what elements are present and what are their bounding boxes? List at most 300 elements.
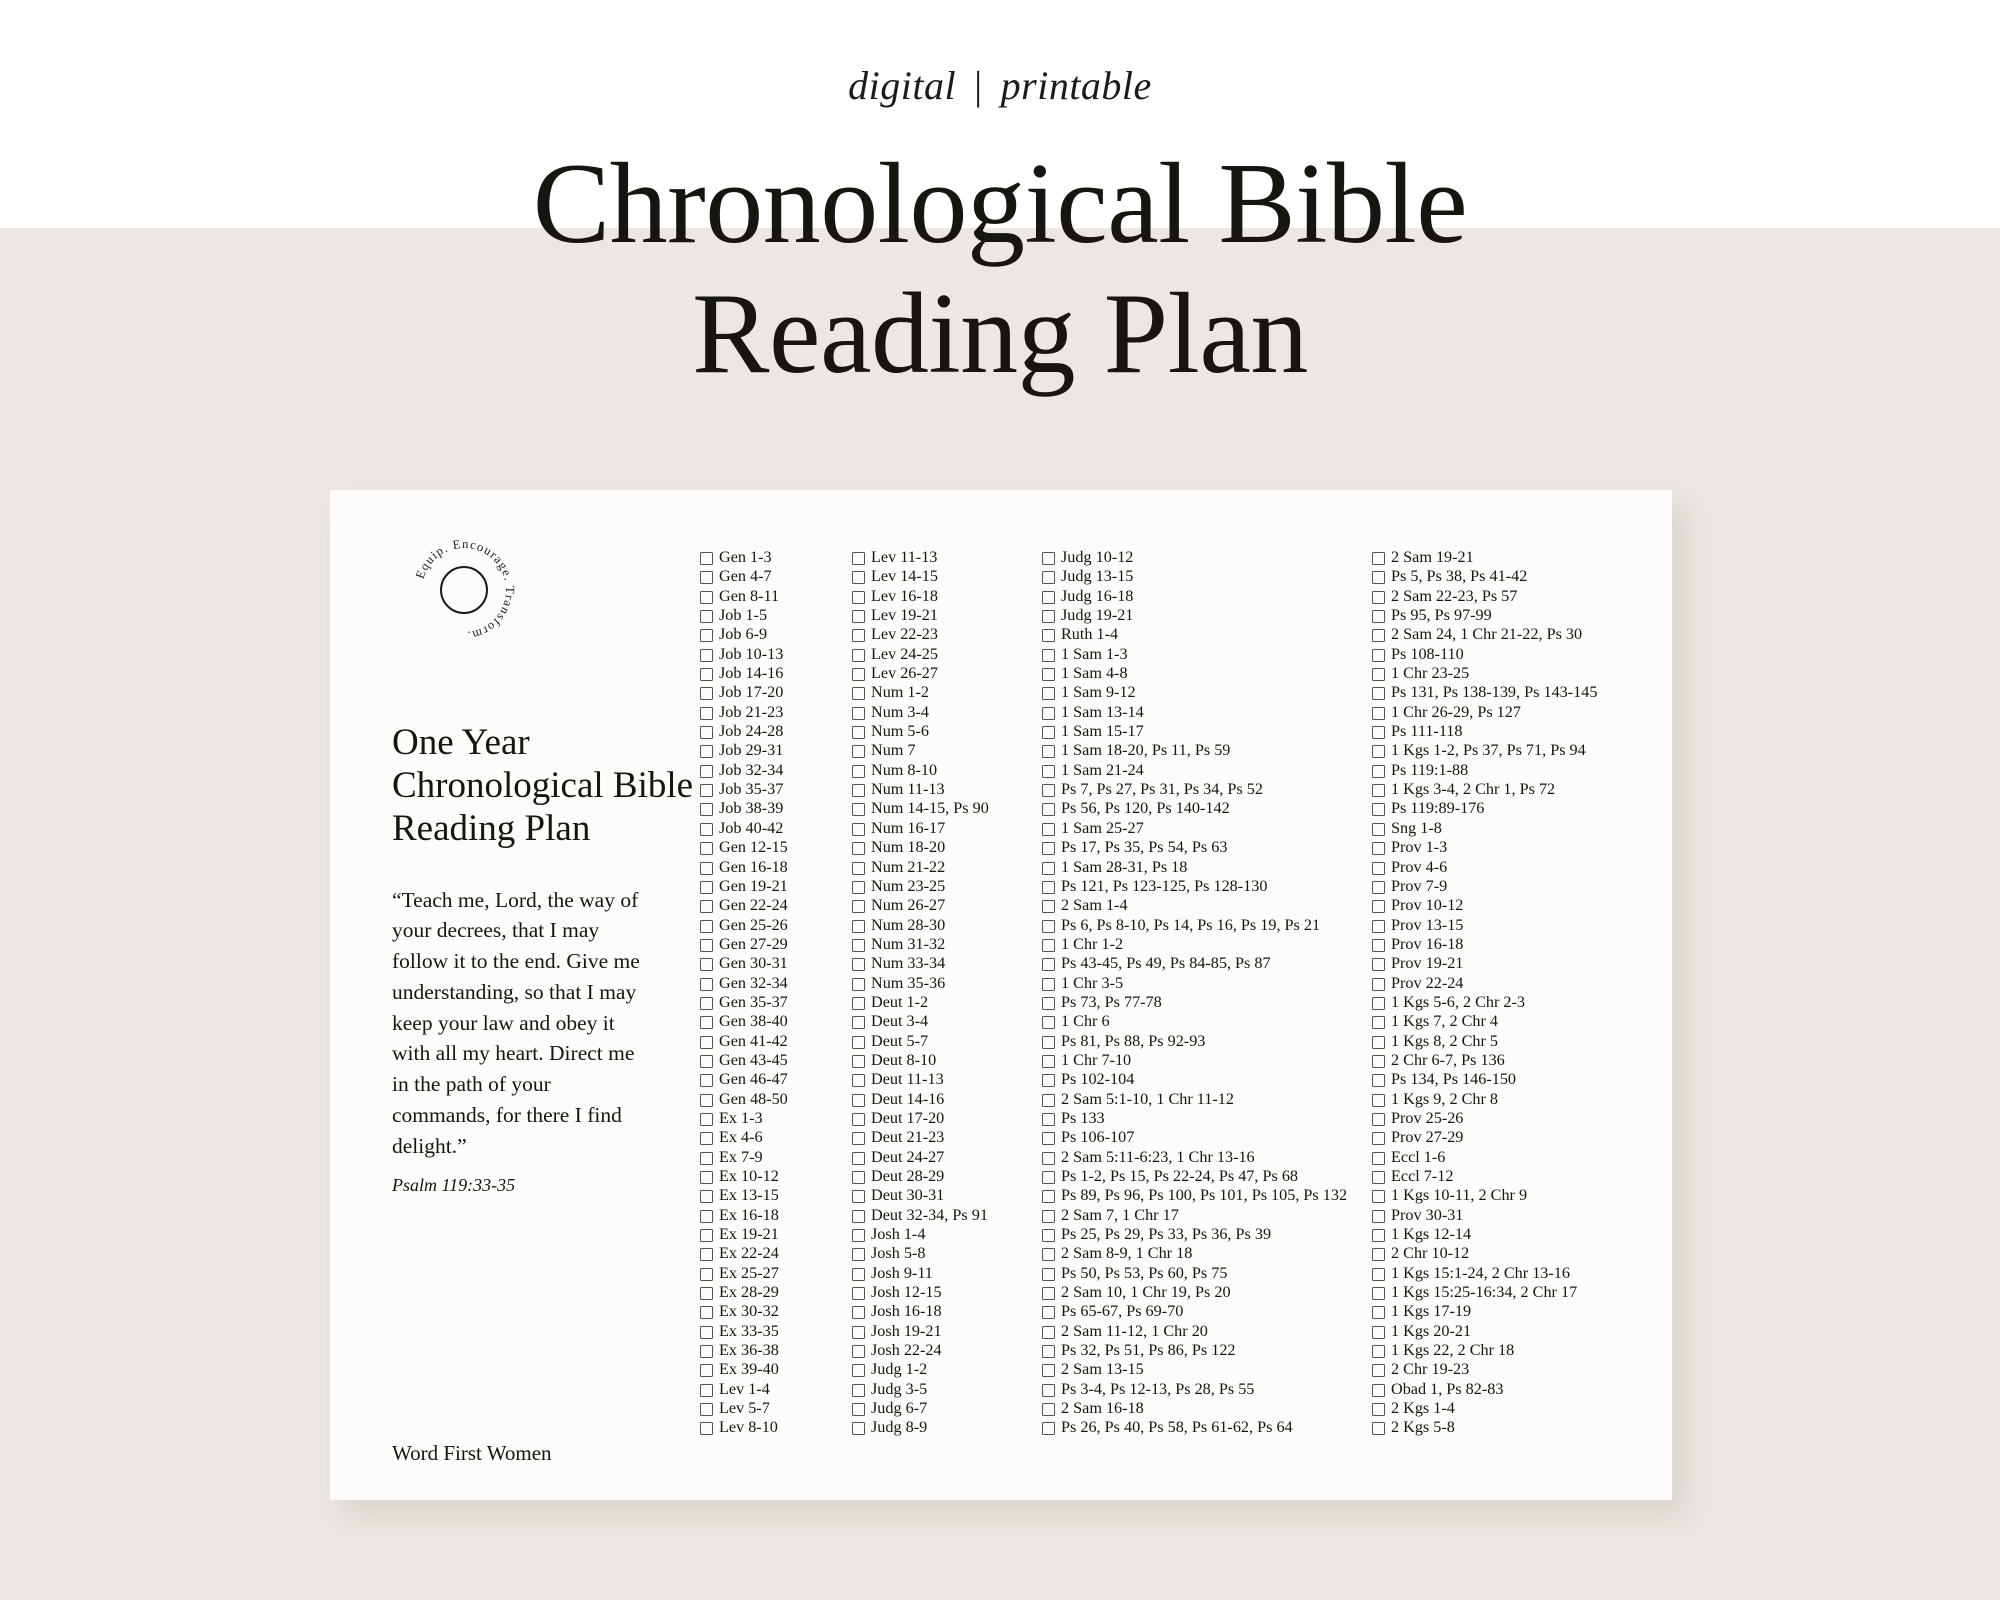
list-item[interactable]: [852, 1090, 1042, 1109]
list-item[interactable]: [852, 838, 1042, 857]
list-item[interactable]: [1372, 954, 1712, 973]
checkbox-icon[interactable]: [1372, 649, 1385, 662]
checkbox-icon[interactable]: [1372, 1113, 1385, 1126]
list-item[interactable]: [700, 1070, 852, 1089]
list-item[interactable]: [1042, 916, 1372, 935]
list-item[interactable]: [852, 877, 1042, 896]
list-item[interactable]: [1372, 1418, 1712, 1437]
checkbox-icon[interactable]: [1372, 1326, 1385, 1339]
list-item[interactable]: [1372, 838, 1712, 857]
list-item[interactable]: [700, 954, 852, 973]
checkbox-icon[interactable]: [1372, 707, 1385, 720]
list-item[interactable]: [1042, 1051, 1372, 1070]
checkbox-icon[interactable]: [852, 610, 865, 623]
list-item[interactable]: [700, 1283, 852, 1302]
checkbox-icon[interactable]: [852, 707, 865, 720]
list-item[interactable]: [1042, 1109, 1372, 1128]
checkbox-icon[interactable]: [1042, 920, 1055, 933]
checkbox-icon[interactable]: [1042, 1364, 1055, 1377]
checkbox-icon[interactable]: [852, 997, 865, 1010]
checkbox-icon[interactable]: [1042, 552, 1055, 565]
checkbox-icon[interactable]: [1042, 862, 1055, 875]
list-item[interactable]: [700, 974, 852, 993]
list-item[interactable]: [1372, 1244, 1712, 1263]
checkbox-icon[interactable]: [1372, 900, 1385, 913]
list-item[interactable]: [1372, 1090, 1712, 1109]
list-item[interactable]: [852, 1128, 1042, 1147]
list-item[interactable]: [700, 838, 852, 857]
checkbox-icon[interactable]: [1372, 1036, 1385, 1049]
checkbox-icon[interactable]: [700, 1248, 713, 1261]
list-item[interactable]: [852, 1399, 1042, 1418]
checkbox-icon[interactable]: [1042, 765, 1055, 778]
checkbox-icon[interactable]: [700, 978, 713, 991]
checkbox-icon[interactable]: [1042, 668, 1055, 681]
list-item[interactable]: [1372, 974, 1712, 993]
list-item[interactable]: [1372, 625, 1712, 644]
list-item[interactable]: [1372, 741, 1712, 760]
checkbox-icon[interactable]: [700, 1326, 713, 1339]
list-item[interactable]: [852, 935, 1042, 954]
list-item[interactable]: [1042, 548, 1372, 567]
checkbox-icon[interactable]: [700, 707, 713, 720]
list-item[interactable]: [700, 1128, 852, 1147]
list-item[interactable]: [700, 1399, 852, 1418]
list-item[interactable]: [852, 1070, 1042, 1089]
list-item[interactable]: [1042, 1283, 1372, 1302]
list-item[interactable]: [1372, 606, 1712, 625]
list-item[interactable]: [700, 1341, 852, 1360]
checkbox-icon[interactable]: [1042, 1210, 1055, 1223]
list-item[interactable]: [1042, 1244, 1372, 1263]
checkbox-icon[interactable]: [852, 629, 865, 642]
checkbox-icon[interactable]: [852, 1055, 865, 1068]
list-item[interactable]: [1042, 741, 1372, 760]
list-item[interactable]: [1042, 877, 1372, 896]
checkbox-icon[interactable]: [852, 687, 865, 700]
checkbox-icon[interactable]: [700, 571, 713, 584]
list-item[interactable]: [1372, 1360, 1712, 1379]
list-item[interactable]: [852, 703, 1042, 722]
list-item[interactable]: [852, 1012, 1042, 1031]
checkbox-icon[interactable]: [852, 900, 865, 913]
list-item[interactable]: [1372, 645, 1712, 664]
list-item[interactable]: [1042, 838, 1372, 857]
list-item[interactable]: [1372, 567, 1712, 586]
checkbox-icon[interactable]: [1372, 958, 1385, 971]
list-item[interactable]: [1372, 1186, 1712, 1205]
checkbox-icon[interactable]: [1042, 1287, 1055, 1300]
list-item[interactable]: [1042, 1341, 1372, 1360]
checkbox-icon[interactable]: [700, 1152, 713, 1165]
checkbox-icon[interactable]: [700, 1268, 713, 1281]
list-item[interactable]: [852, 664, 1042, 683]
list-item[interactable]: [852, 1360, 1042, 1379]
checkbox-icon[interactable]: [700, 1113, 713, 1126]
checkbox-icon[interactable]: [700, 823, 713, 836]
checkbox-icon[interactable]: [1372, 842, 1385, 855]
checkbox-icon[interactable]: [1042, 1171, 1055, 1184]
checkbox-icon[interactable]: [1042, 745, 1055, 758]
checkbox-icon[interactable]: [852, 823, 865, 836]
list-item[interactable]: [700, 587, 852, 606]
list-item[interactable]: [1372, 858, 1712, 877]
list-item[interactable]: [852, 1380, 1042, 1399]
list-item[interactable]: [700, 703, 852, 722]
checkbox-icon[interactable]: [1042, 939, 1055, 952]
list-item[interactable]: [852, 548, 1042, 567]
checkbox-icon[interactable]: [1042, 1016, 1055, 1029]
list-item[interactable]: [852, 1322, 1042, 1341]
checkbox-icon[interactable]: [1042, 958, 1055, 971]
checkbox-icon[interactable]: [1372, 687, 1385, 700]
checkbox-icon[interactable]: [1372, 1287, 1385, 1300]
list-item[interactable]: [852, 1264, 1042, 1283]
checkbox-icon[interactable]: [1042, 978, 1055, 991]
checkbox-icon[interactable]: [852, 939, 865, 952]
list-item[interactable]: [1372, 722, 1712, 741]
list-item[interactable]: [1042, 567, 1372, 586]
list-item[interactable]: [700, 993, 852, 1012]
list-item[interactable]: [1372, 1399, 1712, 1418]
checkbox-icon[interactable]: [1372, 1422, 1385, 1435]
checkbox-icon[interactable]: [1042, 1403, 1055, 1416]
checkbox-icon[interactable]: [1042, 1055, 1055, 1068]
checkbox-icon[interactable]: [1042, 591, 1055, 604]
list-item[interactable]: [1372, 1341, 1712, 1360]
list-item[interactable]: [1372, 587, 1712, 606]
list-item[interactable]: [1042, 761, 1372, 780]
checkbox-icon[interactable]: [700, 1036, 713, 1049]
list-item[interactable]: [852, 645, 1042, 664]
list-item[interactable]: [1042, 1032, 1372, 1051]
checkbox-icon[interactable]: [852, 1384, 865, 1397]
list-item[interactable]: [1042, 1070, 1372, 1089]
checkbox-icon[interactable]: [1372, 862, 1385, 875]
list-item[interactable]: [852, 916, 1042, 935]
checkbox-icon[interactable]: [1372, 997, 1385, 1010]
checkbox-icon[interactable]: [1372, 571, 1385, 584]
checkbox-icon[interactable]: [1042, 842, 1055, 855]
list-item[interactable]: [1372, 780, 1712, 799]
list-item[interactable]: [1042, 1128, 1372, 1147]
checkbox-icon[interactable]: [1042, 707, 1055, 720]
list-item[interactable]: [1042, 974, 1372, 993]
checkbox-icon[interactable]: [700, 1132, 713, 1145]
checkbox-icon[interactable]: [1372, 1306, 1385, 1319]
checkbox-icon[interactable]: [700, 765, 713, 778]
checkbox-icon[interactable]: [1372, 1248, 1385, 1261]
checkbox-icon[interactable]: [1372, 1210, 1385, 1223]
list-item[interactable]: [852, 974, 1042, 993]
checkbox-icon[interactable]: [1372, 629, 1385, 642]
checkbox-icon[interactable]: [852, 1345, 865, 1358]
list-item[interactable]: [852, 1206, 1042, 1225]
list-item[interactable]: [1372, 799, 1712, 818]
list-item[interactable]: [1372, 1225, 1712, 1244]
list-item[interactable]: [1042, 1090, 1372, 1109]
list-item[interactable]: [1372, 877, 1712, 896]
list-item[interactable]: [700, 1360, 852, 1379]
list-item[interactable]: [852, 683, 1042, 702]
list-item[interactable]: [700, 1225, 852, 1244]
checkbox-icon[interactable]: [700, 842, 713, 855]
checkbox-icon[interactable]: [1372, 726, 1385, 739]
list-item[interactable]: [1372, 916, 1712, 935]
list-item[interactable]: [852, 1032, 1042, 1051]
checkbox-icon[interactable]: [852, 1132, 865, 1145]
list-item[interactable]: [700, 1380, 852, 1399]
list-item[interactable]: [1042, 819, 1372, 838]
checkbox-icon[interactable]: [1372, 1016, 1385, 1029]
checkbox-icon[interactable]: [1372, 881, 1385, 894]
list-item[interactable]: [1042, 1167, 1372, 1186]
list-item[interactable]: [852, 993, 1042, 1012]
checkbox-icon[interactable]: [700, 1287, 713, 1300]
list-item[interactable]: [1372, 761, 1712, 780]
checkbox-icon[interactable]: [852, 552, 865, 565]
list-item[interactable]: [1372, 548, 1712, 567]
checkbox-icon[interactable]: [1042, 1306, 1055, 1319]
list-item[interactable]: [700, 1186, 852, 1205]
checkbox-icon[interactable]: [1042, 1036, 1055, 1049]
checkbox-icon[interactable]: [700, 668, 713, 681]
checkbox-icon[interactable]: [852, 958, 865, 971]
list-item[interactable]: [1372, 1380, 1712, 1399]
list-item[interactable]: [1372, 1128, 1712, 1147]
checkbox-icon[interactable]: [700, 1306, 713, 1319]
list-item[interactable]: [1042, 954, 1372, 973]
checkbox-icon[interactable]: [700, 1171, 713, 1184]
list-item[interactable]: [852, 780, 1042, 799]
checkbox-icon[interactable]: [700, 629, 713, 642]
list-item[interactable]: [1042, 896, 1372, 915]
list-item[interactable]: [1042, 935, 1372, 954]
checkbox-icon[interactable]: [700, 552, 713, 565]
list-item[interactable]: [1372, 1322, 1712, 1341]
list-item[interactable]: [1042, 858, 1372, 877]
list-item[interactable]: [852, 1283, 1042, 1302]
list-item[interactable]: [1372, 993, 1712, 1012]
checkbox-icon[interactable]: [700, 900, 713, 913]
checkbox-icon[interactable]: [852, 745, 865, 758]
checkbox-icon[interactable]: [700, 939, 713, 952]
checkbox-icon[interactable]: [1042, 1229, 1055, 1242]
list-item[interactable]: [1042, 1418, 1372, 1437]
checkbox-icon[interactable]: [852, 1094, 865, 1107]
checkbox-icon[interactable]: [852, 978, 865, 991]
checkbox-icon[interactable]: [1372, 1268, 1385, 1281]
list-item[interactable]: [1042, 1360, 1372, 1379]
checkbox-icon[interactable]: [1372, 920, 1385, 933]
checkbox-icon[interactable]: [700, 687, 713, 700]
list-item[interactable]: [700, 896, 852, 915]
list-item[interactable]: [700, 567, 852, 586]
checkbox-icon[interactable]: [1372, 1190, 1385, 1203]
list-item[interactable]: [1372, 896, 1712, 915]
checkbox-icon[interactable]: [852, 1190, 865, 1203]
list-item[interactable]: [852, 1051, 1042, 1070]
checkbox-icon[interactable]: [1042, 687, 1055, 700]
checkbox-icon[interactable]: [1372, 610, 1385, 623]
checkbox-icon[interactable]: [1372, 668, 1385, 681]
checkbox-icon[interactable]: [852, 1422, 865, 1435]
list-item[interactable]: [852, 1167, 1042, 1186]
checkbox-icon[interactable]: [1042, 1248, 1055, 1261]
checkbox-icon[interactable]: [1042, 1345, 1055, 1358]
list-item[interactable]: [852, 1302, 1042, 1321]
checkbox-icon[interactable]: [852, 1248, 865, 1261]
checkbox-icon[interactable]: [1372, 745, 1385, 758]
list-item[interactable]: [700, 935, 852, 954]
checkbox-icon[interactable]: [700, 1190, 713, 1203]
checkbox-icon[interactable]: [1042, 900, 1055, 913]
checkbox-icon[interactable]: [700, 1403, 713, 1416]
checkbox-icon[interactable]: [852, 1016, 865, 1029]
checkbox-icon[interactable]: [700, 1364, 713, 1377]
checkbox-icon[interactable]: [700, 803, 713, 816]
checkbox-icon[interactable]: [852, 668, 865, 681]
checkbox-icon[interactable]: [700, 726, 713, 739]
checkbox-icon[interactable]: [1372, 803, 1385, 816]
checkbox-icon[interactable]: [1372, 939, 1385, 952]
checkbox-icon[interactable]: [1372, 1403, 1385, 1416]
list-item[interactable]: [700, 1109, 852, 1128]
checkbox-icon[interactable]: [1042, 726, 1055, 739]
checkbox-icon[interactable]: [1042, 649, 1055, 662]
list-item[interactable]: [700, 683, 852, 702]
list-item[interactable]: [1042, 1322, 1372, 1341]
checkbox-icon[interactable]: [700, 881, 713, 894]
checkbox-icon[interactable]: [700, 649, 713, 662]
checkbox-icon[interactable]: [700, 784, 713, 797]
checkbox-icon[interactable]: [852, 1171, 865, 1184]
list-item[interactable]: [1042, 799, 1372, 818]
list-item[interactable]: [700, 625, 852, 644]
list-item[interactable]: [1372, 1283, 1712, 1302]
list-item[interactable]: [700, 1012, 852, 1031]
list-item[interactable]: [700, 1090, 852, 1109]
list-item[interactable]: [700, 877, 852, 896]
checkbox-icon[interactable]: [700, 920, 713, 933]
list-item[interactable]: [700, 858, 852, 877]
checkbox-icon[interactable]: [852, 1210, 865, 1223]
list-item[interactable]: [1042, 1186, 1372, 1205]
checkbox-icon[interactable]: [852, 1403, 865, 1416]
list-item[interactable]: [1042, 683, 1372, 702]
checkbox-icon[interactable]: [852, 571, 865, 584]
list-item[interactable]: [700, 1206, 852, 1225]
list-item[interactable]: [700, 1148, 852, 1167]
checkbox-icon[interactable]: [1042, 784, 1055, 797]
checkbox-icon[interactable]: [1042, 1326, 1055, 1339]
list-item[interactable]: [852, 761, 1042, 780]
list-item[interactable]: [1372, 1109, 1712, 1128]
checkbox-icon[interactable]: [700, 1094, 713, 1107]
checkbox-icon[interactable]: [852, 765, 865, 778]
checkbox-icon[interactable]: [1042, 571, 1055, 584]
list-item[interactable]: [1042, 606, 1372, 625]
checkbox-icon[interactable]: [1042, 1422, 1055, 1435]
list-item[interactable]: [1042, 703, 1372, 722]
list-item[interactable]: [1042, 1148, 1372, 1167]
list-item[interactable]: [1042, 1302, 1372, 1321]
checkbox-icon[interactable]: [852, 1036, 865, 1049]
checkbox-icon[interactable]: [700, 1422, 713, 1435]
list-item[interactable]: [700, 1322, 852, 1341]
list-item[interactable]: [1372, 1302, 1712, 1321]
checkbox-icon[interactable]: [1042, 1152, 1055, 1165]
list-item[interactable]: [852, 1186, 1042, 1205]
checkbox-icon[interactable]: [1372, 1364, 1385, 1377]
list-item[interactable]: [700, 1032, 852, 1051]
checkbox-icon[interactable]: [1372, 1152, 1385, 1165]
checkbox-icon[interactable]: [852, 881, 865, 894]
list-item[interactable]: [852, 587, 1042, 606]
list-item[interactable]: [1372, 1148, 1712, 1167]
list-item[interactable]: [700, 1167, 852, 1186]
checkbox-icon[interactable]: [852, 803, 865, 816]
list-item[interactable]: [1372, 1032, 1712, 1051]
list-item[interactable]: [852, 1418, 1042, 1437]
list-item[interactable]: [700, 1302, 852, 1321]
list-item[interactable]: [852, 606, 1042, 625]
checkbox-icon[interactable]: [852, 1306, 865, 1319]
checkbox-icon[interactable]: [1372, 552, 1385, 565]
list-item[interactable]: [852, 1244, 1042, 1263]
checkbox-icon[interactable]: [852, 842, 865, 855]
list-item[interactable]: [700, 606, 852, 625]
list-item[interactable]: [1372, 703, 1712, 722]
checkbox-icon[interactable]: [700, 591, 713, 604]
list-item[interactable]: [852, 819, 1042, 838]
checkbox-icon[interactable]: [1372, 1229, 1385, 1242]
list-item[interactable]: [1042, 780, 1372, 799]
checkbox-icon[interactable]: [1042, 881, 1055, 894]
checkbox-icon[interactable]: [700, 1016, 713, 1029]
list-item[interactable]: [700, 819, 852, 838]
list-item[interactable]: [700, 1418, 852, 1437]
checkbox-icon[interactable]: [852, 1229, 865, 1242]
checkbox-icon[interactable]: [1372, 1132, 1385, 1145]
list-item[interactable]: [1042, 1012, 1372, 1031]
list-item[interactable]: [1372, 1070, 1712, 1089]
checkbox-icon[interactable]: [700, 610, 713, 623]
checkbox-icon[interactable]: [1042, 1074, 1055, 1087]
checkbox-icon[interactable]: [1042, 1268, 1055, 1281]
list-item[interactable]: [1372, 683, 1712, 702]
list-item[interactable]: [1372, 1167, 1712, 1186]
list-item[interactable]: [1042, 664, 1372, 683]
list-item[interactable]: [1372, 1264, 1712, 1283]
checkbox-icon[interactable]: [852, 1113, 865, 1126]
list-item[interactable]: [852, 567, 1042, 586]
checkbox-icon[interactable]: [1372, 1094, 1385, 1107]
checkbox-icon[interactable]: [1042, 610, 1055, 623]
checkbox-icon[interactable]: [700, 862, 713, 875]
list-item[interactable]: [852, 1225, 1042, 1244]
checkbox-icon[interactable]: [700, 1074, 713, 1087]
checkbox-icon[interactable]: [700, 745, 713, 758]
checkbox-icon[interactable]: [852, 1326, 865, 1339]
checkbox-icon[interactable]: [1372, 978, 1385, 991]
checkbox-icon[interactable]: [1372, 1074, 1385, 1087]
checkbox-icon[interactable]: [852, 1152, 865, 1165]
checkbox-icon[interactable]: [700, 1345, 713, 1358]
list-item[interactable]: [852, 896, 1042, 915]
list-item[interactable]: [1372, 1051, 1712, 1070]
checkbox-icon[interactable]: [852, 920, 865, 933]
